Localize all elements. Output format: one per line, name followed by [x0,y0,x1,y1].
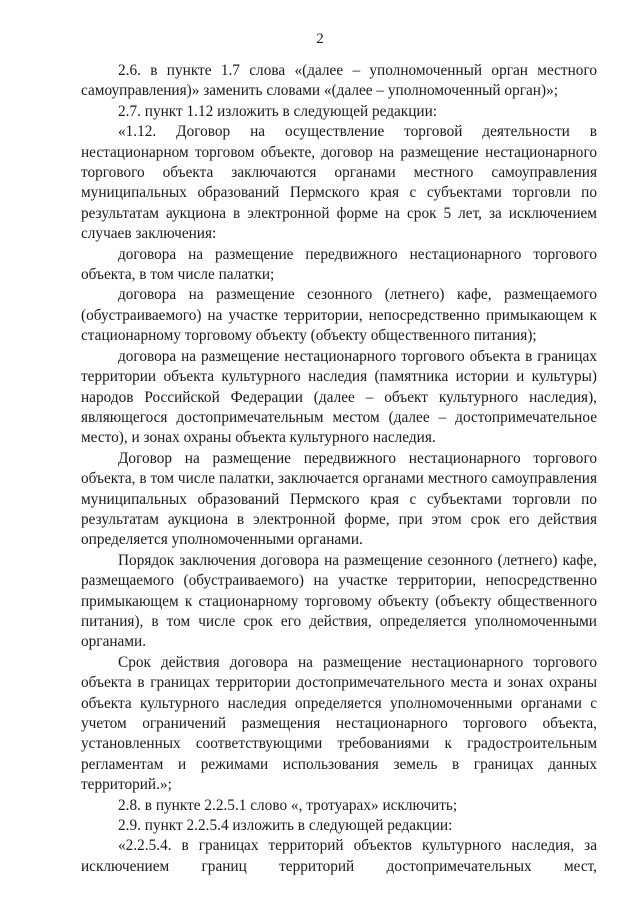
paragraph-exception-seasonal-cafe: договора на размещение сезонного (летнего) кафе, размещаемого (обустраиваемого) на участке территории, непосредственно примыкающем к стационарному торговому объекту (объекту общественного питания); [81,286,597,345]
paragraph-2-2-5-4: «2.2.5.4. в границах территорий объектов культурного наследия, за исключением границ территорий достопримечательных мест, [81,837,597,875]
paragraph-cafe-contract-order: Порядок заключения договора на размещение сезонного (летнего) кафе, размещаемого (обустраиваемого) на участке территории, непосредственно примыкающем к стационарному торговому объекту (объекту общественного питания), в том числе срок его действия, определяется уполномоченными органами. [81,551,597,651]
document-body [81,61,597,877]
paragraph-exception-mobile: договора на размещение передвижного нестационарного торгового объекта, в том числе палатки; [81,245,597,284]
paragraph-2-7: 2.7. пункт 1.12 изложить в следующей редакции: [118,102,438,120]
paragraph-mobile-contract: Договор на размещение передвижного нестационарного торгового объекта, в том числе палатки, заключается органами местного самоуправления муниципальных образований Пермского края с субъектами торговли по результатам аукциона в электронной форме, при этом срок его действия определяется уполномоченными органами. [81,449,597,549]
paragraph-2-8: 2.8. в пункте 2.2.5.1 слово «, тротуарах» исключить; [118,796,458,814]
paragraph-1-12: «1.12. Договор на осуществление торговой деятельности в нестационарном торговом объекте, договор на размещение нестационарного торгового объекта заключаются органами местного самоуправления муниципальных образований Пермского края с субъектами торговли по результатам аукциона в электронной форме на срок 5 лет, за исключением случаев заключения: [81,123,597,243]
paragraph-heritage-contract-term: Срок действия договора на размещение нестационарного торгового объекта в границах территории достопримечательного места и зонах охраны объекта культурного наследия определяется уполномоченными органами с учетом ограничений размещения нестационарного торгового объекта, установленных соответствующими требованиями к градостроительным регламентам и режимами использования земель в границах данных территорий.»; [81,653,597,794]
paragraph-2-9: 2.9. пункт 2.2.5.4 изложить в следующей редакции: [118,817,453,835]
paragraph-2-6: 2.6. в пункте 1.7 слова «(далее – уполномоченный орган местного самоуправления)» заменить словами «(далее – уполномоченный орган)»; [81,62,597,100]
page-number: 2 [316,31,324,47]
paragraph-exception-heritage: договора на размещение нестационарного торгового объекта в границах территории объекта культурного наследия (памятника истории и культуры) народов Российской Федерации (далее – объект культурного наследия), являющегося достопримечательным местом (далее – достопримечательное место), и зонах охраны объекта культурного наследия. [81,347,597,447]
